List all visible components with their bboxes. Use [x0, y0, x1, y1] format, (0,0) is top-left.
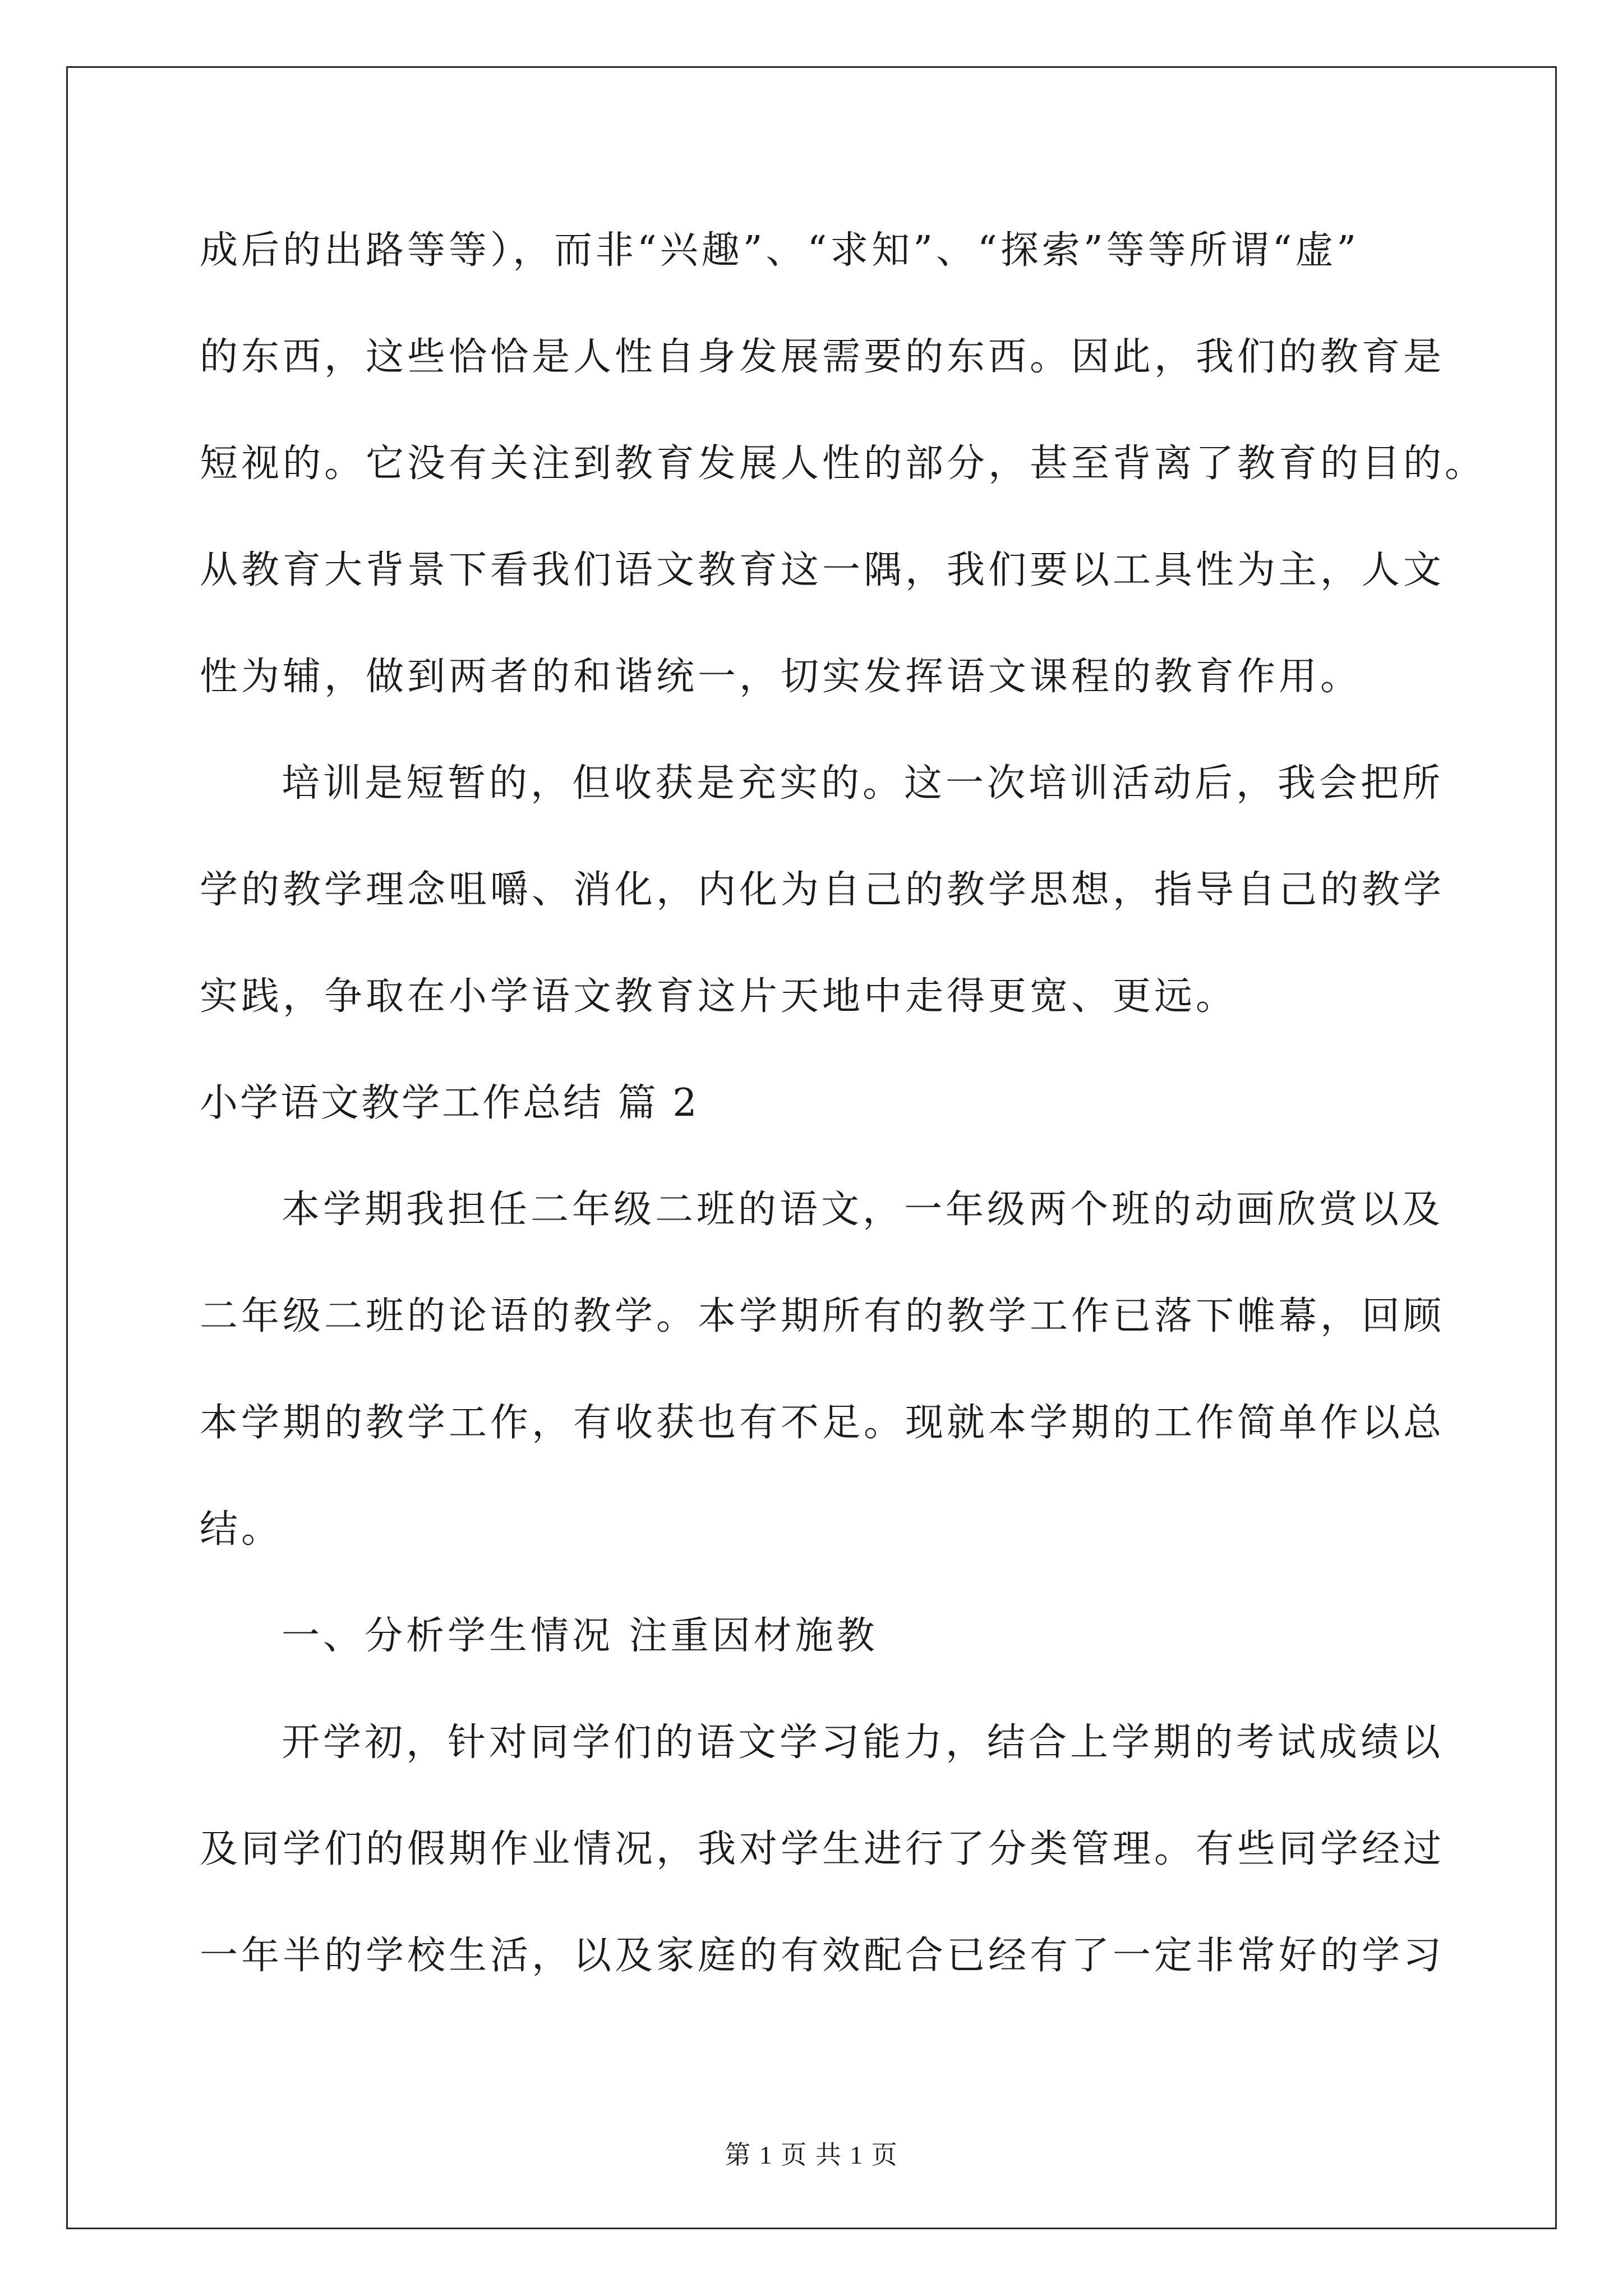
body-line: 从教育大背景下看我们语文教育这一隅，我们要以工具性为主，人文: [200, 548, 1445, 592]
body-line: 结。: [200, 1507, 283, 1552]
paragraph-first-line: 本学期我担任二年级二班的语文，一年级两个班的动画欣赏以及: [282, 1188, 1444, 1232]
body-line: 实践，争取在小学语文教育这片天地中走得更宽、更远。: [200, 974, 1238, 1019]
paragraph-first-line: 培训是短暂的，但收获是充实的。这一次培训活动后，我会把所: [282, 761, 1444, 806]
body-line: 短视的。它没有关注到教育发展人性的部分，甚至背离了教育的目的。: [200, 441, 1487, 486]
section-heading: 小学语文教学工作总结 篇 2: [200, 1081, 699, 1125]
document-body: [200, 197, 1487, 2009]
body-line: 成后的出路等等），而非“兴趣”、“求知”、“探索”等等所谓“虚”: [200, 228, 1360, 273]
subsection-heading: 一、分析学生情况 注重因材施教: [282, 1614, 878, 1658]
body-line: 学的教学理念咀嚼、消化，内化为自己的教学思想，指导自己的教学: [200, 868, 1445, 912]
body-line: 性为辅，做到两者的和谐统一，切实发挥语文课程的教育作用。: [200, 655, 1362, 699]
body-line: 的东西，这些恰恰是人性自身发展需要的东西。因此，我们的教育是: [200, 335, 1445, 379]
body-line: 本学期的教学工作，有收获也有不足。现就本学期的工作简单作以总: [200, 1401, 1445, 1445]
body-line: 及同学们的假期作业情况，我对学生进行了分类管理。有些同学经过: [200, 1827, 1445, 1871]
paragraph-first-line: 开学初，针对同学们的语文学习能力，结合上学期的考试成绩以: [282, 1720, 1444, 1765]
body-line: 一年半的学校生活，以及家庭的有效配合已经有了一定非常好的学习: [200, 1934, 1445, 1978]
page-footer: 第 1 页 共 1 页: [725, 2141, 898, 2169]
body-line: 二年级二班的论语的教学。本学期所有的教学工作已落下帷幕，回顾: [200, 1294, 1445, 1338]
